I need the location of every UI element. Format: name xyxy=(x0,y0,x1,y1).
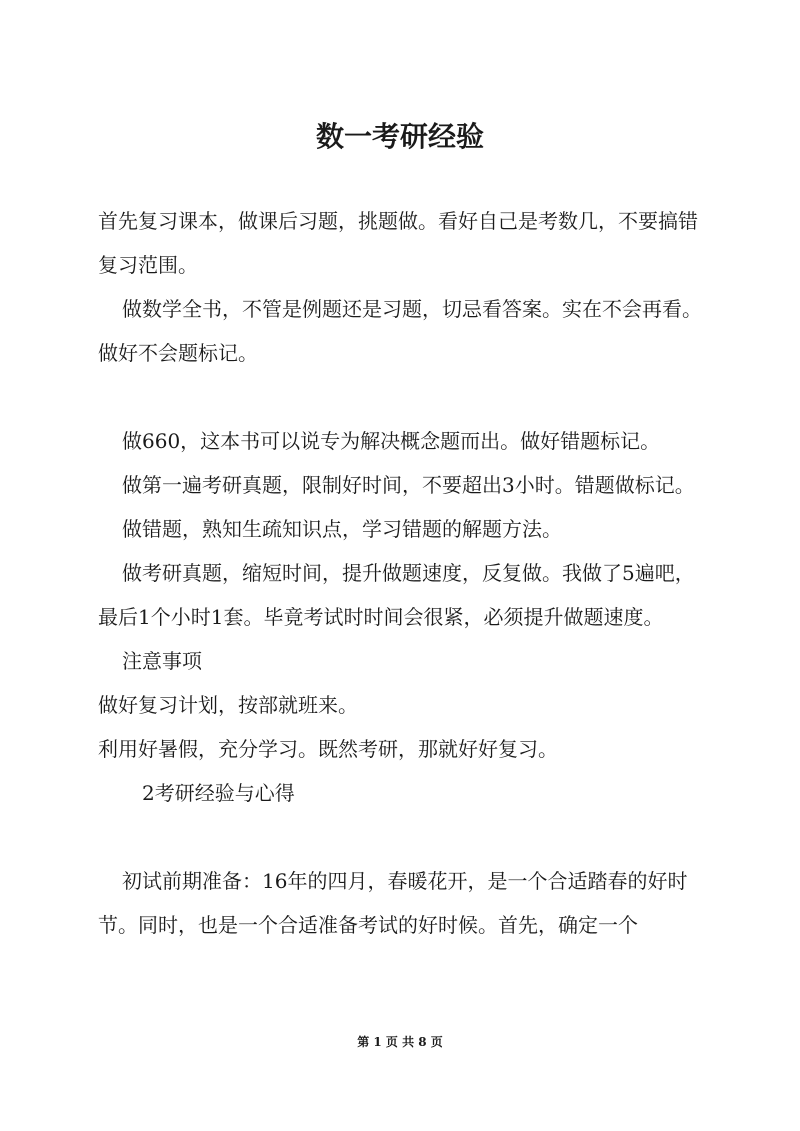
paragraph-6: 做考研真题，缩短时间，提升做题速度，反复做。我做了5遍吧，最后1个小时1套。毕竟考试时时间会很紧，必须提升做题速度。 xyxy=(98,561,695,629)
paragraph-3: 做660，这本书可以说专为解决概念题而出。做好错题标记。 xyxy=(122,429,661,453)
section-heading: 2考研经验与心得 xyxy=(142,781,295,805)
paragraph-7: 做好复习计划，按部就班来。 xyxy=(98,693,358,717)
page-footer: 第 1 页 共 8 页 xyxy=(357,1035,443,1049)
notes-heading: 注意事项 xyxy=(122,649,202,673)
paragraph-4: 做第一遍考研真题，限制好时间，不要超出3小时。错题做标记。 xyxy=(122,473,695,497)
paragraph-8: 利用好暑假，充分学习。既然考研，那就好好复习。 xyxy=(98,737,558,761)
paragraph-2: 做数学全书，不管是例题还是习题，切忌看答案。实在不会再看。做好不会题标记。 xyxy=(98,297,702,365)
paragraph-gap xyxy=(98,815,702,859)
paragraph-5: 做错题，熟知生疏知识点，学习错题的解题方法。 xyxy=(122,517,562,541)
document-title: 数一考研经验 xyxy=(315,120,484,153)
paragraph-gap xyxy=(98,375,702,419)
paragraph-1: 首先复习课本，做课后习题，挑题做。看好自己是考数几，不要搞错复习范围。 xyxy=(98,209,698,277)
paragraph-9: 初试前期准备：16年的四月，春暖花开，是一个合适踏春的好时节。同时，也是一个合适准备考试的好时候。首先，确定一个 xyxy=(98,869,688,937)
document-body xyxy=(98,199,702,947)
